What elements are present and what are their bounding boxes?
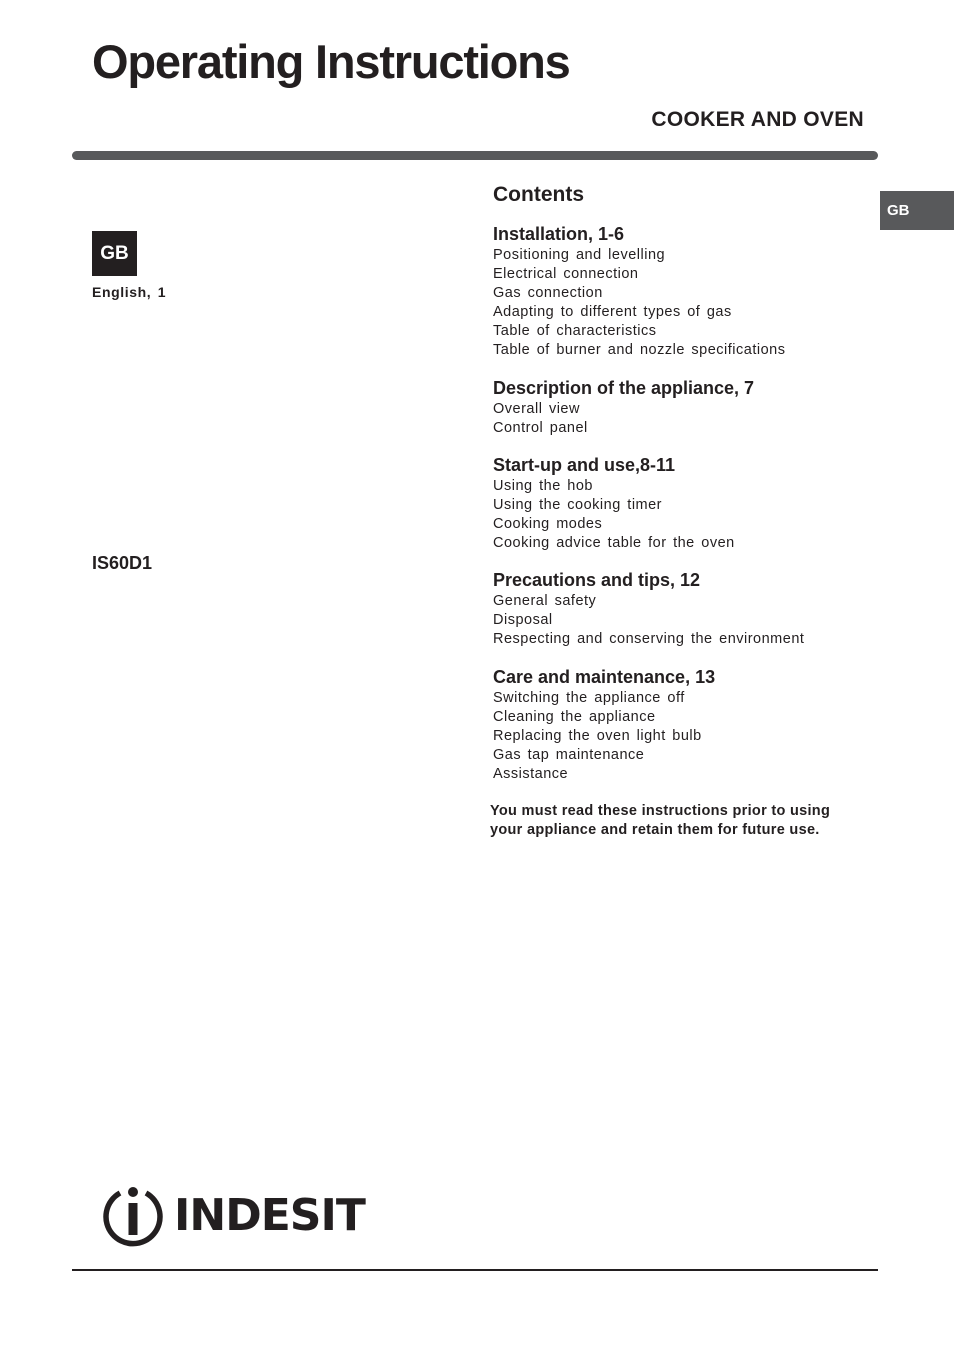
toc-item: Switching the appliance off [493,690,685,706]
footer-divider [72,1269,878,1271]
toc-section-start-up [493,453,893,553]
page-title: Operating Instructions [92,35,570,88]
indesit-logo [100,1183,365,1251]
toc-item: Assistance [493,766,569,782]
language-badge: GB [92,231,137,276]
toc-item: Gas tap maintenance [493,747,645,763]
toc-section-care [493,665,893,784]
toc-item: Cleaning the appliance [493,709,656,725]
toc-item: Using the hob [493,478,593,494]
toc-section-installation [493,222,893,360]
toc-item: Cooking advice table for the oven [493,535,735,551]
toc-item: Replacing the oven light bulb [493,728,702,744]
toc-section-title: Precautions and tips, 12 [493,570,701,590]
toc-item: Table of characteristics [493,323,657,339]
toc-item: Respecting and conserving the environment [493,631,805,647]
toc-item: Cooking modes [493,516,603,532]
contents-heading: Contents [493,183,584,206]
toc-section-title: Installation, 1-6 [493,224,625,244]
toc-item: Table of burner and nozzle specifications [493,342,786,358]
reading-notice [490,802,870,840]
toc-section-title: Description of the appliance, 7 [493,378,755,398]
toc-section-title: Start-up and use,8-11 [493,455,676,475]
toc-item: Disposal [493,612,553,628]
toc-item: Gas connection [493,285,603,301]
toc-item: Control panel [493,420,588,436]
header-divider [72,151,878,160]
toc-item: Using the cooking timer [493,497,663,513]
toc-item: General safety [493,593,597,609]
language-tab: GB [880,191,954,230]
toc-item: Adapting to different types of gas [493,304,732,320]
product-type: COOKER AND OVEN [651,108,864,131]
toc-section-precautions [493,568,893,649]
brand-name: INDESIT [174,1190,365,1241]
model-number: IS60D1 [92,553,153,573]
notice-line: You must read these instructions prior to using [490,803,831,819]
toc-section-description [493,376,893,438]
notice-line: your appliance and retain them for future use. [490,822,820,838]
toc-item: Electrical connection [493,266,639,282]
toc-item: Positioning and levelling [493,247,666,263]
table-of-contents [493,181,893,784]
toc-section-title: Care and maintenance, 13 [493,667,716,687]
indesit-logo-icon [100,1183,166,1249]
toc-item: Overall view [493,401,580,417]
language-label: English, 1 [92,284,167,300]
